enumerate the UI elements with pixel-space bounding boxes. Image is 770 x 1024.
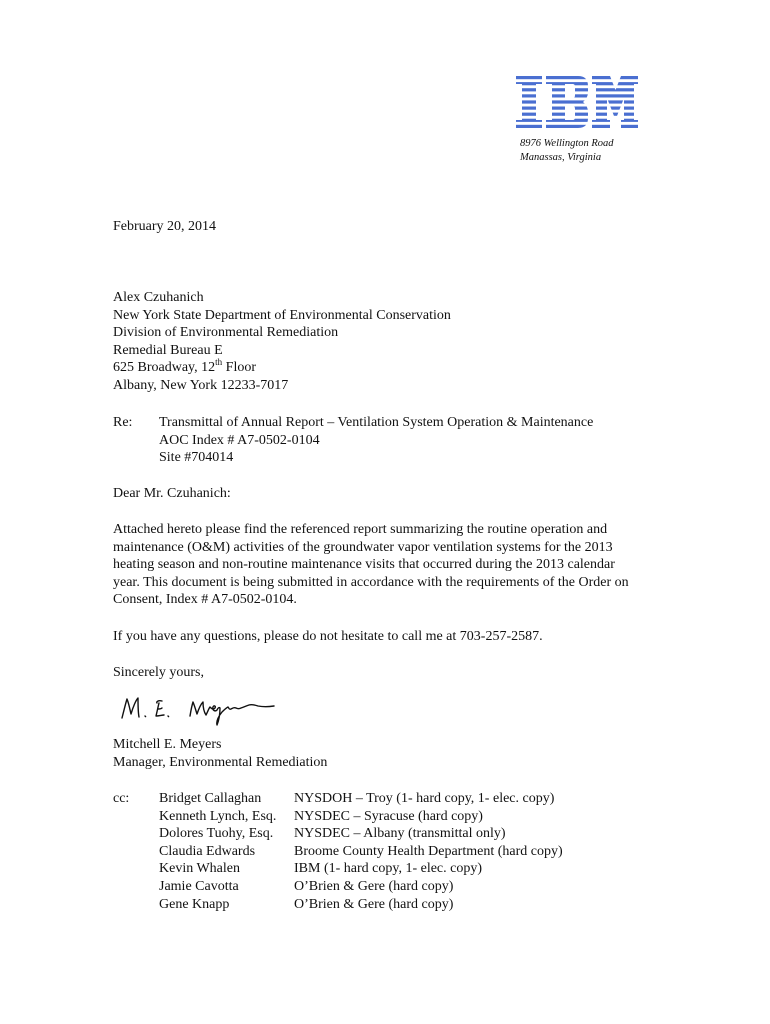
paragraph-line: maintenance (O&M) activities of the groundwater vapor ventilation systems for the 2013 bbox=[113, 539, 613, 555]
salutation: Dear Mr. Czuhanich: bbox=[113, 486, 231, 501]
cc-org: NYSDOH – Troy (1- hard copy, 1- elec. copy) bbox=[294, 791, 555, 806]
cc-org: IBM (1- hard copy, 1- elec. copy) bbox=[294, 861, 483, 877]
street-number: 625 Broadway, 12 bbox=[113, 360, 216, 376]
cc-name: Bridget Callaghan bbox=[159, 791, 262, 806]
paragraph-line: Attached hereto please find the referenced report summarizing the routine operation and bbox=[113, 522, 608, 537]
street-floor: Floor bbox=[222, 360, 256, 376]
cc-org: O’Brien & Gere (hard copy) bbox=[294, 878, 454, 894]
cc-org: Broome County Health Department (hard copy) bbox=[294, 843, 563, 859]
signer-name: Mitchell E. Meyers bbox=[113, 737, 222, 752]
recipient-name: Alex Czuhanich bbox=[113, 290, 204, 305]
signature-block bbox=[113, 736, 673, 771]
cc-name: Kevin Whalen bbox=[159, 861, 240, 877]
re-line: Site #704014 bbox=[159, 450, 234, 466]
body-paragraph-2: If you have any questions, please do not hesitate to call me at 703-257-2587. bbox=[113, 629, 543, 644]
recipient-org: New York State Department of Environmental Conservation bbox=[113, 307, 451, 323]
signer-title: Manager, Environmental Remediation bbox=[113, 754, 328, 770]
cc-name: Kenneth Lynch, Esq. bbox=[159, 808, 277, 824]
recipient-street bbox=[113, 356, 673, 377]
re-line: Transmittal of Annual Report – Ventilation System Operation & Maintenance bbox=[159, 415, 594, 430]
recipient-division: Division of Environmental Remediation bbox=[113, 325, 339, 341]
cc-name: Dolores Tuohy, Esq. bbox=[159, 826, 274, 842]
cc-name: Gene Knapp bbox=[159, 896, 230, 912]
cc-orgs bbox=[294, 790, 563, 913]
handwritten-signature bbox=[118, 694, 278, 728]
cc-name: Claudia Edwards bbox=[159, 843, 256, 859]
address-line-2: Manassas, Virginia bbox=[520, 152, 602, 163]
floor-ordinal: th bbox=[215, 356, 223, 367]
letter-date: February 20, 2014 bbox=[113, 219, 217, 234]
cc-names bbox=[159, 790, 276, 913]
cc-org: NYSDEC – Albany (transmittal only) bbox=[294, 826, 506, 842]
body-paragraph-1 bbox=[113, 521, 673, 609]
cc-org: NYSDEC – Syracuse (hard copy) bbox=[294, 808, 483, 824]
re-label: Re: bbox=[113, 415, 133, 430]
recipient-address bbox=[113, 289, 673, 395]
ibm-logo bbox=[515, 76, 639, 128]
address-line-1: 8976 Wellington Road bbox=[520, 138, 614, 149]
recipient-city: Albany, New York 12233-7017 bbox=[113, 377, 289, 393]
paragraph-line: Consent, Index # A7-0502-0104. bbox=[113, 592, 297, 608]
letterhead-address bbox=[520, 137, 614, 165]
cc-name: Jamie Cavotta bbox=[159, 878, 239, 894]
cc-org: O’Brien & Gere (hard copy) bbox=[294, 896, 454, 912]
recipient-bureau: Remedial Bureau E bbox=[113, 342, 223, 358]
re-subject bbox=[159, 414, 593, 467]
paragraph-line: heating season and non-routine maintenance visits that occurred during the 2013 calendar bbox=[113, 557, 615, 573]
re-line: AOC Index # A7-0502-0104 bbox=[159, 432, 320, 448]
cc-label: cc: bbox=[113, 791, 130, 806]
paragraph-line: year. This document is being submitted in accordance with the requirements of the Order on bbox=[113, 574, 629, 590]
closing: Sincerely yours, bbox=[113, 665, 204, 680]
